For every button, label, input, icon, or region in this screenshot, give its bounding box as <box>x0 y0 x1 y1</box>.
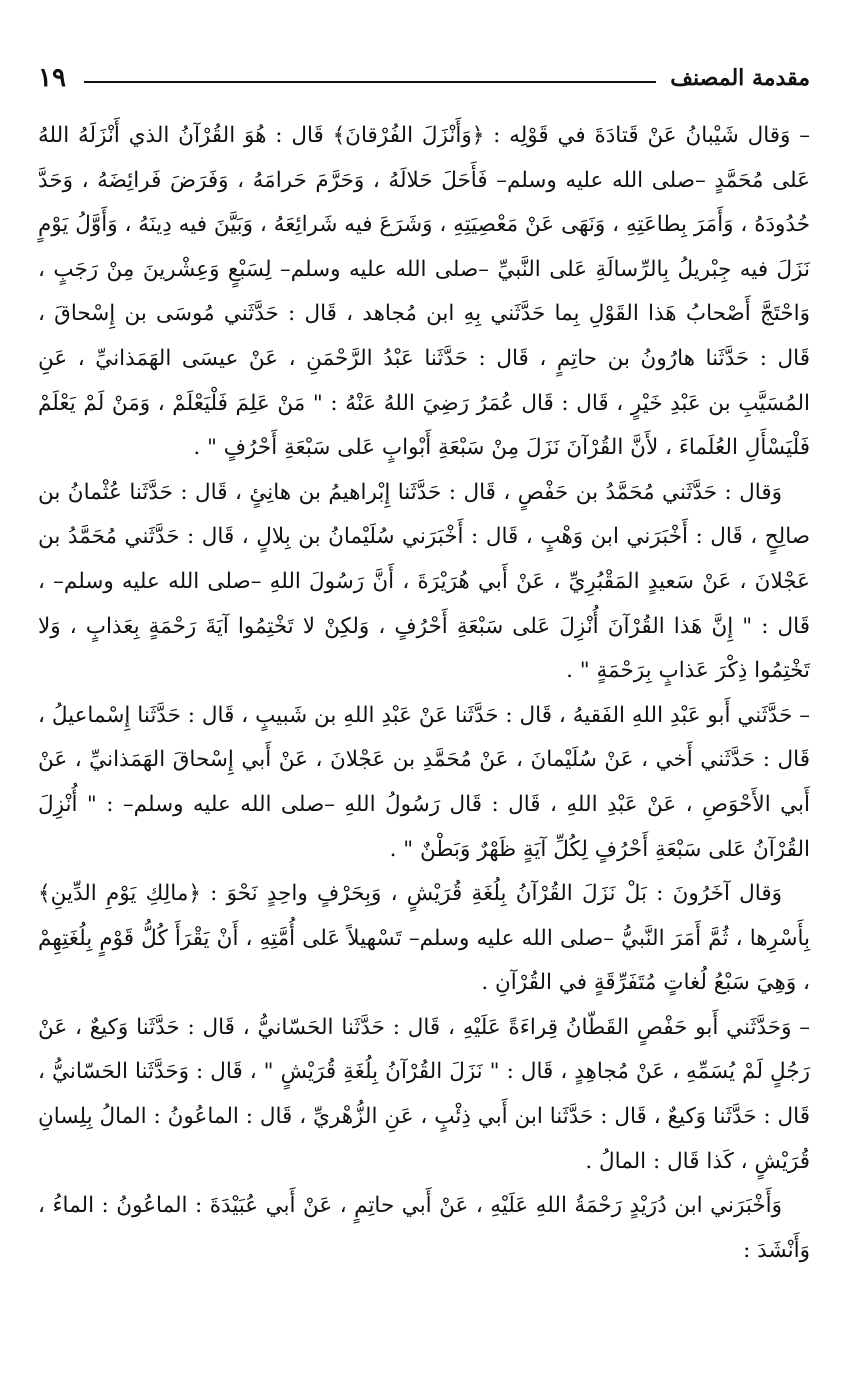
running-title: مقدمة المصنف <box>670 65 810 91</box>
body-text <box>38 114 810 1273</box>
paragraph-qatada: – وَقال شَيْبانُ عَنْ قَتادَةَ في قَوْلِه : ﴿وَأَنْزَلَ الفُرْقانَ﴾ قَال : هُوَ القُرْآنُ الذي أَنْزَلَهُ اللهُ عَلى مُحَمَّدٍ –صلى الله عليه وسلم– فَأَحَلَ حَلالَهُ ، وَحَرَّمَ حَرامَهُ ، وَفَرَضَ فَرائِضَهُ ، وَحَدَّ حُدُودَهُ ، وَأَمَرَ بِطاعَتِهِ ، وَنَهَى عَنْ مَعْصِيَتِهِ ، وَشَرَعَ فيه شَرائِعَهُ ، وَبَيَّنَ فيه دِينَهُ ، وَأَوَّلُ يَوْمٍ نَزَلَ فيه جِبْريلُ بِالرِّسالَةِ عَلى النَّبيِّ –صلى الله عليه وسلم– لِسَبْعٍ وَعِشْرينَ مِنْ رَجَبٍ ، وَاحْتَجَّ أَصْحابُ هَذا القَوْلِ بِما حَدَّثَني بِهِ ابن مُجاهد ، قَال : حَدَّثَني مُوسَى بن إِسْحاقَ ، قَال : حَدَّثَنا هارُونُ بن حاتِمٍ ، قَال : حَدَّثَنا عَبْدُ الرَّحْمَنِ ، عَنْ عيسَى الهَمَذانيِّ ، عَنِ المُسَيَّبِ بن عَبْدِ خَيْرٍ ، قَال : قَال عُمَرُ رَضِيَ اللهُ عَنْهُ : " مَنْ عَلِمَ فَلْيَعْلَمْ ، وَمَنْ لَمْ يَعْلَمْ فَلْيَسْأَلِ العُلَماءَ ، لأَنَّ القُرْآنَ نَزَلَ مِنْ سَبْعَةِ أَبْوابٍ عَلى سَبْعَةِ أَحْرُفٍ " . <box>38 123 810 461</box>
header-rule <box>84 81 656 83</box>
paragraph-abdullah-faqih: – حَدَّثَني أَبو عَبْدِ اللهِ الفَقيهُ ، قَال : حَدَّثَنا عَنْ عَبْدِ اللهِ بن شَبيبٍ ، قَال : حَدَّثَنا إِسْماعيلُ ، قَال : حَدَّثَني أَخي ، عَنْ سُلَيْمانَ ، عَنْ مُحَمَّدِ بن عَجْلانَ ، عَنْ أَبي إِسْحاقَ الهَمَذانيِّ ، عَنْ أَبي الأَحْوَصِ ، عَنْ عَبْدِ اللهِ ، قَال : قَال رَسُولُ اللهِ –صلى الله عليه وسلم– : " أُنْزِلَ القُرْآنُ عَلى سَبْعَةِ أَحْرُفٍ لِكُلِّ آيَةٍ ظَهْرٌ وَبَطْنٌ " . <box>38 702 810 862</box>
paragraph-abu-hafs: – وَحَدَّثَني أَبو حَفْصٍ القَطّانُ قِراءَةً عَلَيْهِ ، قَال : حَدَّثَنا الحَسّانيُّ ، قَال : حَدَّثَنا وَكيعٌ ، عَنْ رَجُلٍ لَمْ يُسَمِّهِ ، عَنْ مُجاهِدٍ ، قَال : " نَزَلَ القُرْآنُ بِلُغَةِ قُرَيْشٍ " ، قَال : وَحَدَّثَنا الحَسّانيُّ ، قَال : حَدَّثَنا وَكيعٌ ، قَال : حَدَّثَنا ابن أَبي ذِئْبٍ ، عَنِ الزُّهْريِّ ، قَال : الماعُونُ : المالُ بِلِسانِ قُرَيْشٍ ، كَذا قَال : المالُ . <box>38 1014 810 1174</box>
paragraph-quraysh: وَقال آخَرُونَ : بَلْ نَزَلَ القُرْآنُ بِلُغَةِ قُرَيْشٍ ، وَبِحَرْفٍ واحِدٍ نَحْوَ : ﴿مالِكِ يَوْمِ الدِّينِ﴾ بِأَسْرِها ، ثُمَّ أَمَرَ النَّبيُّ –صلى الله عليه وسلم– تَسْهيلاً عَلى أُمَّتِهِ ، أَنْ يَقْرَأَ كُلُّ قَوْمٍ بِلُغَتِهِمْ ، وَهِيَ سَبْعُ لُغاتٍ مُتَفَرِّقَةٍ في القُرْآنِ . <box>38 881 810 996</box>
paragraph-abu-hurayra: وَقال : حَدَّثَني مُحَمَّدُ بن حَفْصٍ ، قَال : حَدَّثَنا إِبْراهيمُ بن هانِئٍ ، قَال : حَدَّثَنا عُثْمانُ بن صالِحٍ ، قَال : أَخْبَرَني ابن وَهْبٍ ، قَال : أَخْبَرَني سُلَيْمانُ بن بِلالٍ ، قَال : حَدَّثَني مُحَمَّدُ بن عَجْلانَ ، عَنْ سَعيدٍ المَقْبُرِيِّ ، عَنْ أَبي هُرَيْرَةَ ، أَنَّ رَسُولَ اللهِ –صلى الله عليه وسلم– ، قَال : " إِنَّ هَذا القُرْآنَ أُنْزِلَ عَلى سَبْعَةِ أَحْرُفٍ ، وَلكِنْ لا تَخْتِمُوا آيَةَ رَحْمَةٍ بِعَذابٍ ، وَلا تَخْتِمُوا ذِكْرَ عَذابٍ بِرَحْمَةٍ " . <box>38 479 810 684</box>
page-number: ١٩ <box>38 63 66 93</box>
page-header <box>38 58 810 98</box>
paragraph-ibn-durayd: وَأَخْبَرَني ابن دُرَيْدٍ رَحْمَةُ اللهِ عَلَيْهِ ، عَنْ أَبي حاتِمٍ ، عَنْ أَبي عُبَيْدَةَ : الماعُونُ : الماءُ ، وَأَنْشَدَ : <box>38 1193 810 1263</box>
